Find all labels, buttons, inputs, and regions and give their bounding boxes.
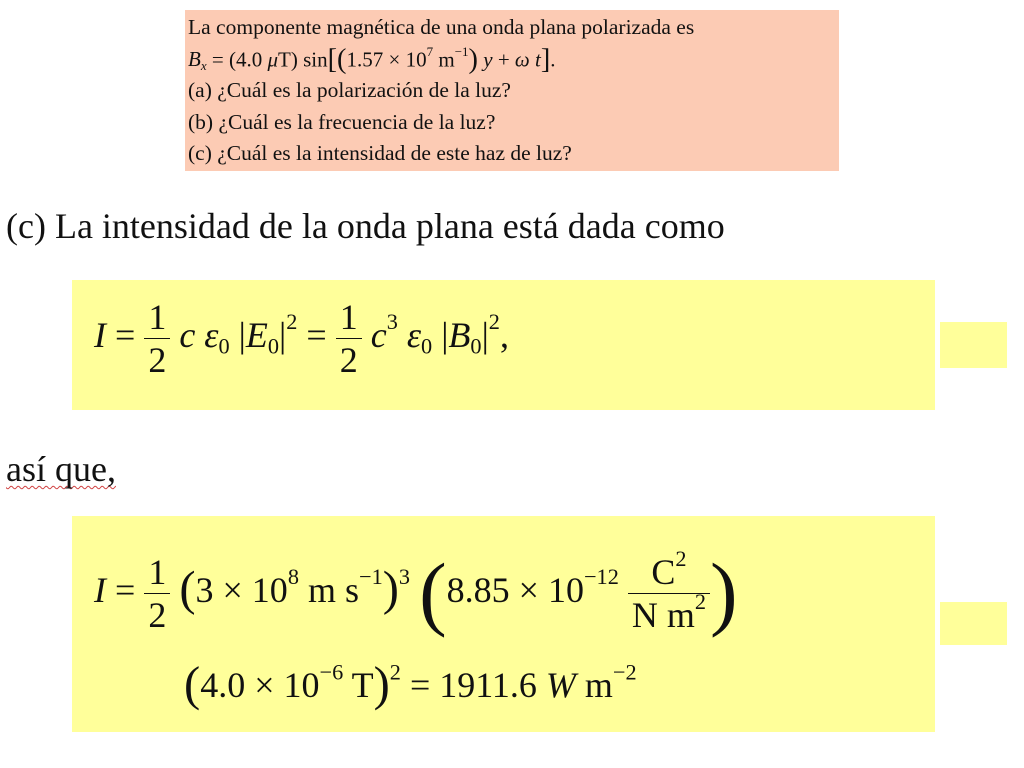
question-c: (c) ¿Cuál es la intensidad de este haz de luz? bbox=[188, 141, 572, 166]
highlight-marker bbox=[940, 322, 1007, 368]
highlight-marker bbox=[940, 602, 1007, 645]
intensity-calculation-line1: I = $\frac{1}{2}$ ($3 \times 10^8$ m $s^{-1})^3$ ($8.85 \times 10^{-12}$ $\frac{C^2}{N m^2}$ ) bbox=[94, 546, 738, 638]
problem-field-equation: $B_x = (4.0$ μT) $\sin[(1.57 \times 10^7$ $m^{-1}$) y + ω t]. bbox=[188, 43, 556, 75]
solution-heading: (c) La intensidad de la onda plana está dada como bbox=[6, 206, 725, 246]
intensity-formula-box bbox=[72, 280, 935, 410]
problem-statement bbox=[185, 10, 839, 171]
intensity-calculation-box bbox=[72, 516, 935, 732]
question-b: (b) ¿Cuál es la frecuencia de la luz? bbox=[188, 109, 496, 134]
problem-intro: La componente magnética de una onda plana polarizada es bbox=[188, 15, 695, 39]
question-a: (a) ¿Cuál es la polarización de la luz? bbox=[188, 78, 511, 103]
intensity-formula: I = $\frac{1}{2}$ c $\varepsilon_0$ $|E_0|^2$ = $\frac{1}{2}$ $c^3$ $\varepsilon_0$ $|B_0|^2$, bbox=[94, 297, 509, 380]
connector-text: así que, bbox=[6, 449, 116, 489]
intensity-calculation-line2: ($4.0 \times 10^{-6}$ T)$^2$ = 1911.6 W $m^{-2}$ bbox=[184, 657, 637, 711]
